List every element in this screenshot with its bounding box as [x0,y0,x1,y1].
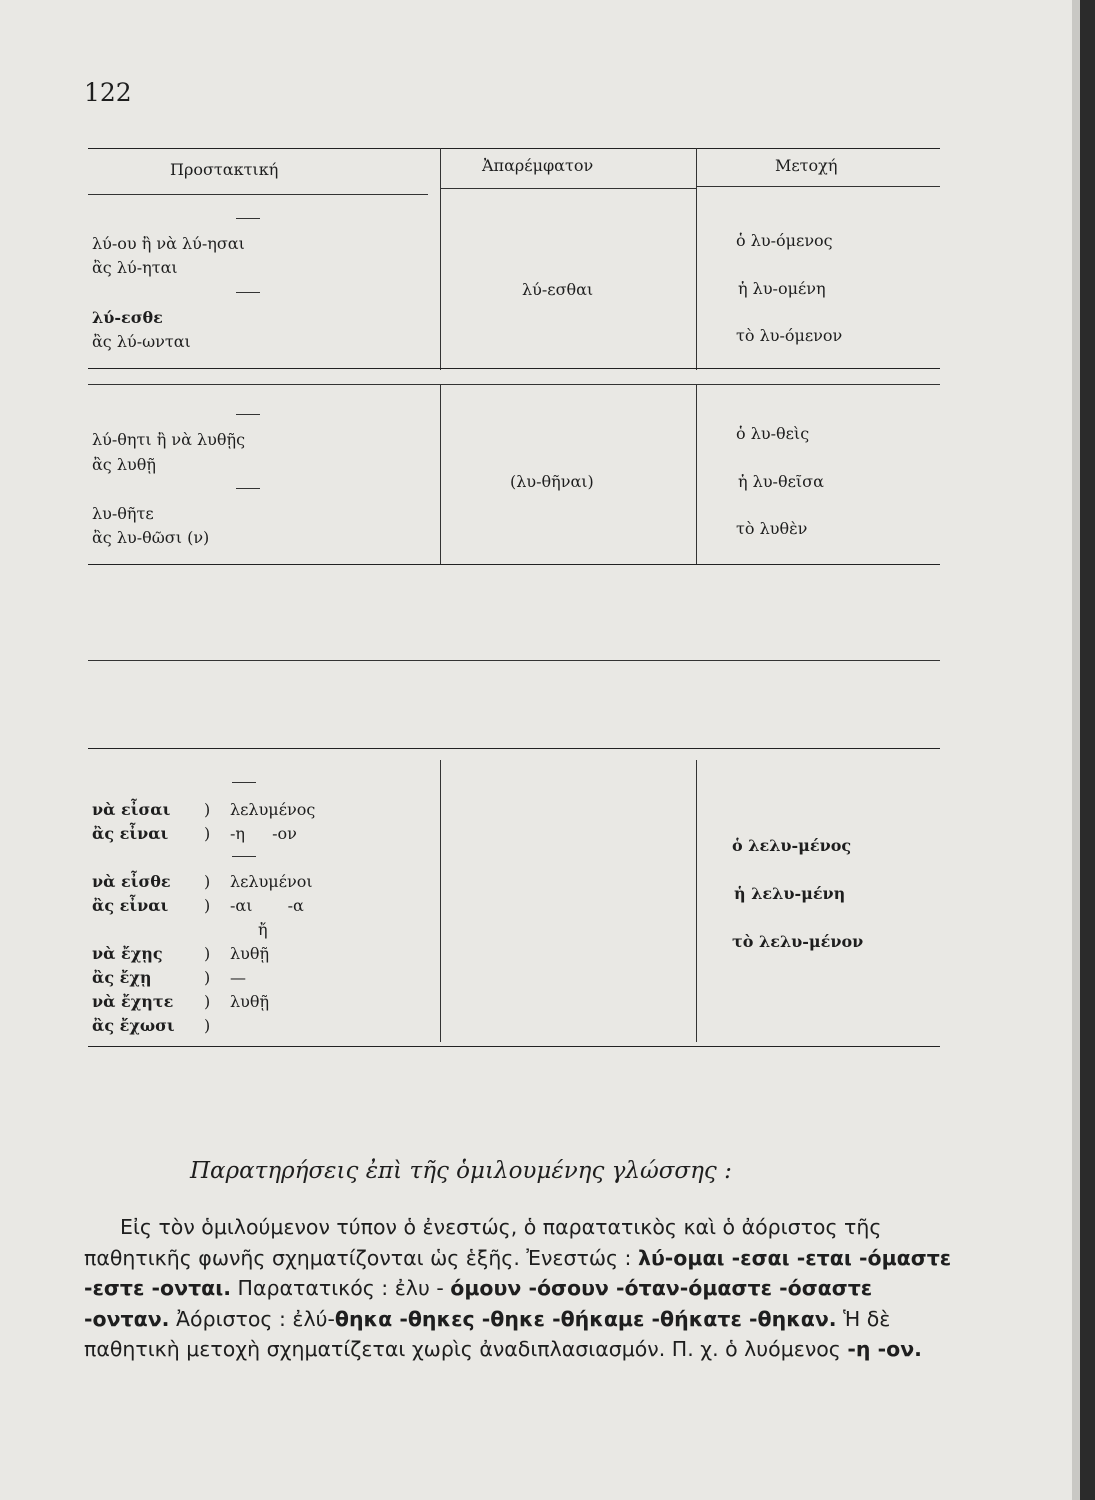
page-shadow [1072,0,1080,1500]
s2-part-1: ὁ λυ-θεὶς [736,424,810,443]
header-infinitive: Ἀπαρέμφατον [482,156,594,175]
s2-imp-1: λύ-θητι ἢ νὰ λυθῇς [92,430,246,449]
s3-row-7-form: λυθῇ [230,992,270,1011]
s1-imp-4: ἂς λύ-ωνται [92,332,191,351]
s3-eta: ἤ [258,920,268,939]
para-bold-1: λύ-ομαι -εσαι -εται -όμαστε -εστε -ονται. [84,1245,952,1300]
para-text-3: Ἀόριστος : ἐλύ- [176,1306,335,1331]
header-imperative: Προστακτική [170,160,279,179]
para-bold-3: θηκα -θηκες -θηκε -θήκαμε -θήκατε -θηκαν. [334,1306,837,1331]
s1-part-1: ὁ λυ-όμενος [736,231,833,250]
s3-row-5-subject: νὰ ἔχῃς [92,944,163,963]
s2-part-2: ἡ λυ-θεῖσα [738,472,824,491]
s1-imp-2: ἂς λύ-ηται [92,258,178,277]
page-number: 122 [84,78,132,107]
s3-row-3-form: λελυμένοι [230,872,313,891]
s1-part-3: τὸ λυ-όμενον [736,326,843,345]
s3-row-6-form: — [230,968,246,987]
s3-row-1-subject: νὰ εἶσαι [92,800,171,819]
s3-row-4-subject: ἂς εἶναι [92,896,169,915]
s2-infinitive: (λυ-θῆναι) [510,472,594,491]
header-underline-1 [88,194,428,195]
s1-infinitive: λύ-εσθαι [522,280,594,299]
s3-row-5-form: λυθῇ [230,944,270,963]
para-text-1: Εἰς τὸν ὁμιλούμενον τύπον ὁ ἐνεστώς, ὁ παρατατικὸς καὶ ὁ ἀόριστος τῆς παθητικῆς φωνῆς σχηματίζονται ὡς ἑξῆς. Ἐνεστώς : [84,1215,882,1270]
s1-imp-1: λύ-ου ἢ νὰ λύ-ησαι [92,234,245,253]
book-spine [1080,0,1095,1500]
s3-row-4-form: -αι -α [230,896,304,915]
header-underline-3 [696,186,940,187]
s3-row-8-subject: ἂς ἔχωσι [92,1016,175,1035]
header-underline-2 [440,188,696,189]
s3-part-2: ἡ λελυ-μένη [734,884,846,903]
header-participle: Μετοχή [775,156,838,175]
s3-row-2-form: -η -ον [230,824,297,843]
s3-row-3-subject: νὰ εἶσθε [92,872,171,891]
para-text-4: Ἡ δὲ παθητικὴ μετοχὴ σχηματίζεται χωρὶς ἀναδιπλασιασμόν. Π. χ. ὁ λυόμενος [84,1306,891,1361]
s3-part-1: ὁ λελυ-μένος [732,836,852,855]
para-text-2: Παρατατικός : ἐλυ - [237,1276,444,1300]
s3-part-3: τὸ λελυ-μένον [732,932,864,951]
s2-imp-3: λυ-θῆτε [92,504,154,523]
s1-part-2: ἡ λυ-ομένη [738,279,826,298]
s2-imp-2: ἂς λυθῇ [92,455,156,474]
notes-title: Παρατηρήσεις ἐπὶ τῆς ὁμιλουμένης γλώσσης : [190,1158,732,1184]
notes-paragraph [84,1212,956,1365]
s2-part-3: τὸ λυθὲν [736,519,808,538]
para-bold-2: όμουν -όσουν -όταν-όμαστε -όσαστε -ονταν. [84,1276,873,1331]
para-bold-4: -η -ον. [847,1337,922,1361]
table-top-rule [88,148,940,149]
s3-row-1-form: λελυμένος [230,800,316,819]
s2-imp-4: ἂς λυ-θῶσι (ν) [92,528,210,547]
s3-row-2-subject: ἂς εἶναι [92,824,169,843]
s1-imp-3: λύ-εσθε [92,308,163,327]
s3-row-6-subject: ἂς ἔχῃ [92,968,152,987]
s3-row-7-subject: νὰ ἔχητε [92,992,174,1011]
